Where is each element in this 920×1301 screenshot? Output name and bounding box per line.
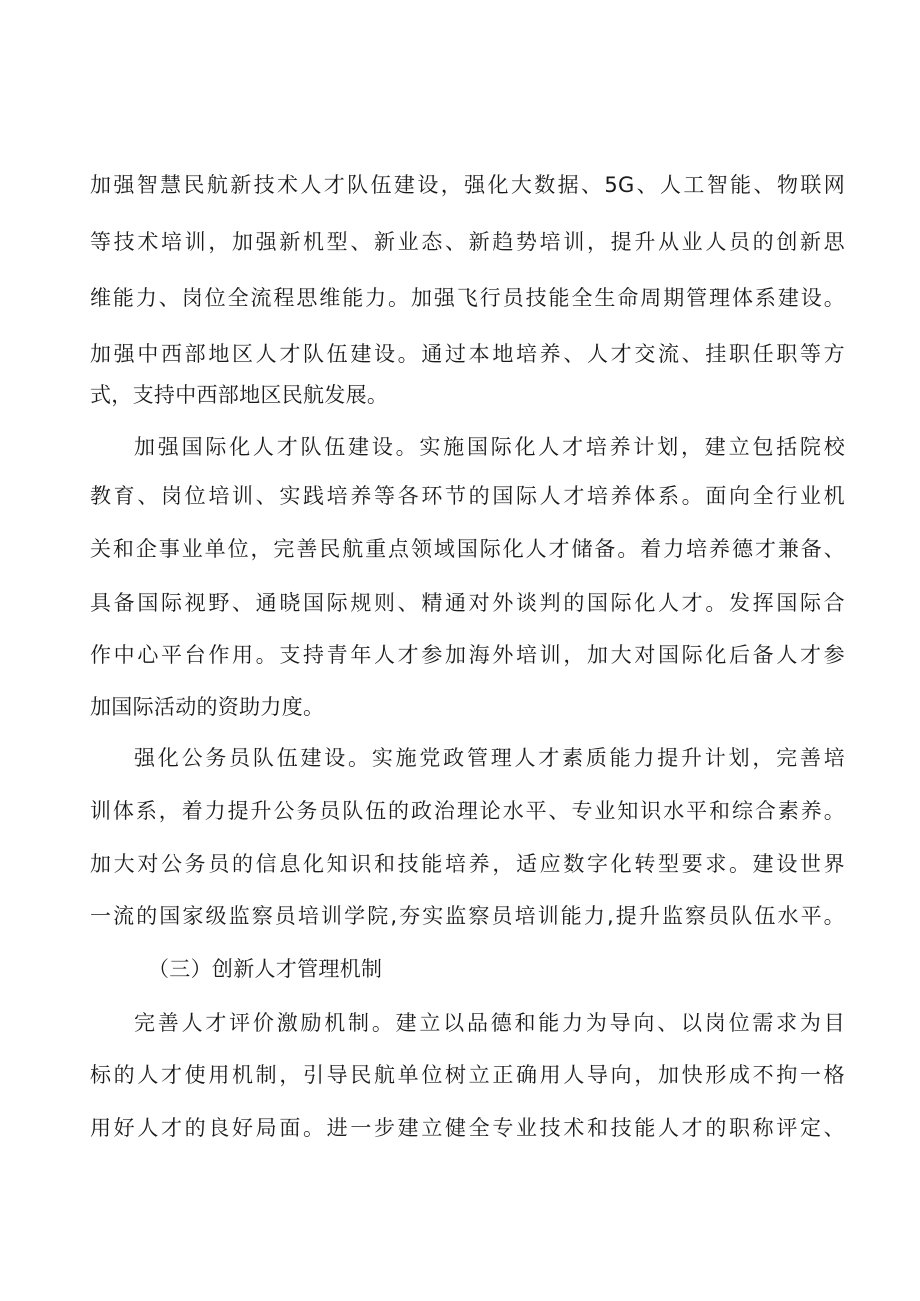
text-line: 加大对公务员的信息化知识和技能培养，适应数字化转型要求。建设世界 (90, 852, 845, 876)
text-line: 教育、岗位培训、实践培养等各环节的国际人才培养体系。面向全行业机 (90, 484, 845, 508)
text-line: 加强智慧民航新技术人才队伍建设，强化大数据、5G、人工智能、物联网 (90, 173, 845, 197)
text-line: 标的人才使用机制，引导民航单位树立正确用人导向，加快形成不拘一格 (90, 1063, 845, 1087)
text-line: 一流的国家级监察员培训学院,夯实监察员培训能力,提升监察员队伍水平。 (90, 904, 845, 928)
text-line: 加强中西部地区人才队伍建设。通过本地培养、人才交流、挂职任职等方 (90, 342, 845, 366)
text-line: 具备国际视野、通晓国际规则、精通对外谈判的国际化人才。发挥国际合 (90, 591, 845, 615)
section-heading: （三）创新人才管理机制 (148, 957, 383, 981)
text-line: 用好人才的良好局面。进一步建立健全专业技术和技能人才的职称评定、 (90, 1116, 845, 1140)
text-line: 作中心平台作用。支持青年人才参加海外培训，加大对国际化后备人才参 (90, 643, 845, 667)
text-line: 加国际活动的资助力度。 (90, 695, 325, 719)
text-line: 维能力、岗位全流程思维能力。加强飞行员技能全生命周期管理体系建设。 (90, 286, 845, 310)
text-line: 等技术培训，加强新机型、新业态、新趋势培训，提升从业人员的创新思 (90, 230, 845, 254)
paragraph-first-line: 强化公务员队伍建设。实施党政管理人才素质能力提升计划，完善培 (134, 746, 845, 770)
paragraph-first-line: 完善人才评价激励机制。建立以品德和能力为导向、以岗位需求为目 (134, 1011, 845, 1035)
text-line: 关和企事业单位，完善民航重点领域国际化人才储备。着力培养德才兼备、 (90, 537, 845, 561)
paragraph-first-line: 加强国际化人才队伍建设。实施国际化人才培养计划，建立包括院校 (134, 435, 845, 459)
text-line: 式，支持中西部地区民航发展。 (90, 383, 389, 407)
text-line: 训体系，着力提升公务员队伍的政治理论水平、专业知识水平和综合素养。 (90, 799, 845, 823)
